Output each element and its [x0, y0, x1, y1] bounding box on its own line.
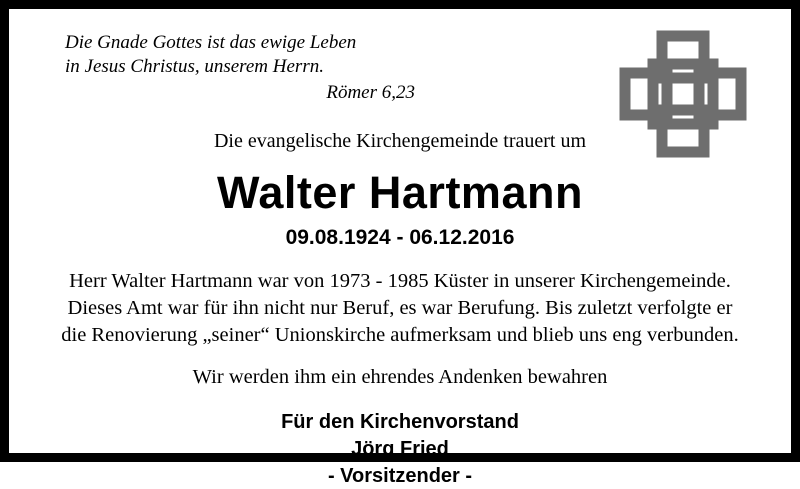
tribute-line: die Renovierung „seiner“ Unionskirche aufmerksam und blieb uns eng verbunden.	[61, 323, 739, 346]
bible-verse-line-2: in Jesus Christus, unserem Herrn.	[65, 56, 324, 78]
lead-text: Die evangelische Kirchengemeinde trauert um	[213, 129, 587, 152]
bible-verse-reference: Römer 6,23	[326, 81, 415, 103]
signature-role: - Vorsitzender -	[327, 464, 473, 487]
tribute-line: Herr Walter Hartmann war von 1973 - 1985 Küster in unserer Kirchengemeinde.	[69, 269, 731, 292]
closing-text: Wir werden ihm ein ehrendes Andenken bewahren	[192, 366, 608, 389]
bible-verse	[65, 31, 495, 80]
life-dates: 09.08.1924 - 06.12.2016	[285, 225, 515, 249]
tribute-paragraph	[43, 268, 757, 349]
bible-verse-line-1: Die Gnade Gottes ist das ewige Leben	[65, 32, 357, 53]
signature-organization: Für den Kirchenvorstand	[281, 411, 519, 434]
tribute-line: Dieses Amt war für ihn nicht nur Beruf, es war Berufung. Bis zuletzt verfolgte er	[67, 296, 733, 319]
celtic-cross-knot-icon	[613, 29, 753, 159]
signature-block	[43, 409, 757, 489]
signature-person: Jörg Fried	[351, 437, 449, 460]
deceased-name: Walter Hartmann	[217, 166, 583, 218]
